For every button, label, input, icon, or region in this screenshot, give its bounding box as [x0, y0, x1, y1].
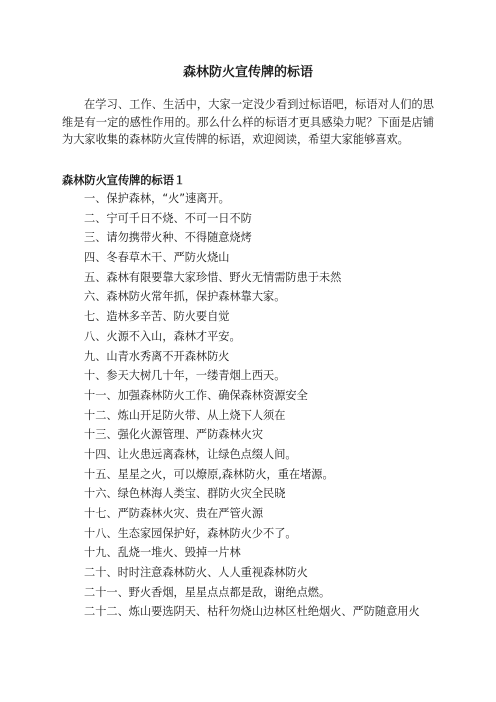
- section-heading: 森林防火宣传牌的标语１: [62, 174, 186, 187]
- list-item: 十三、强化火源管理、严防森林火灾: [84, 428, 264, 442]
- list-item: 二、宁可千日不烧、不可一日不防: [84, 211, 252, 225]
- list-item: 六、森林防火常年抓，保护森林靠大家。: [84, 290, 286, 304]
- list-item: 二十一、野火香烟，星星点点都是敌，谢绝点燃。: [84, 585, 331, 599]
- list-item: 五、森林有限要靠大家珍惜、野火无情需防患于未然: [84, 270, 342, 284]
- list-item: 三、请勿携带火种、不得随意烧烤: [84, 231, 252, 245]
- list-item: 一、保护森林，“火”速离开。: [84, 192, 230, 205]
- page-title: 森林防火宣传牌的标语: [182, 65, 313, 80]
- list-item: 十七、严防森林火灾、贵在严管火源: [84, 507, 264, 520]
- slogan-list: [62, 190, 434, 623]
- list-item: 十、参天大树几十年，一缕青烟上西天。: [84, 369, 286, 383]
- list-item: 四、冬春草木干、严防火烧山: [84, 251, 230, 265]
- list-item: 十一、加强森林防火工作、确保森林资源安全: [84, 388, 308, 402]
- list-item: 八、火源不入山，森林才平安。: [84, 329, 241, 343]
- list-item: 十四、让火患远离森林，让绿色点缀人间。: [84, 447, 297, 461]
- list-item: 七、造林多辛苦、防火要自觉: [84, 310, 230, 324]
- list-item: 十六、绿色林海人类宝、群防火灾全民晓: [84, 487, 286, 501]
- list-item: 九、山青水秀离不开森林防火: [84, 349, 230, 363]
- list-item: 十八、生态家园保护好，森林防火少不了。: [84, 526, 297, 540]
- list-item: 十五、星星之火，可以燎原,森林防火，重在堵源。: [84, 467, 334, 481]
- list-item: 十九、乱烧一堆火、毁掉一片林: [84, 546, 241, 560]
- list-item: 二十二、炼山要选阴天、枯秆勿烧山边林区杜绝烟火、严防随意用火: [84, 605, 420, 619]
- list-item: 十二、炼山开足防火带、从上烧下人须在: [84, 408, 286, 422]
- list-item: 二十、时时注意森林防火、人人重视森林防火: [84, 566, 308, 580]
- intro-paragraph: 在学习、工作、生活中，大家一定没少看到过标语吧，标语对人们的思维是有一定的感性作用的。那么什么样的标语才更具感染力呢？下面是店铺为大家收集的森林防火宣传牌的标语，欢迎阅读，希望大家能够喜欢。: [62, 98, 434, 147]
